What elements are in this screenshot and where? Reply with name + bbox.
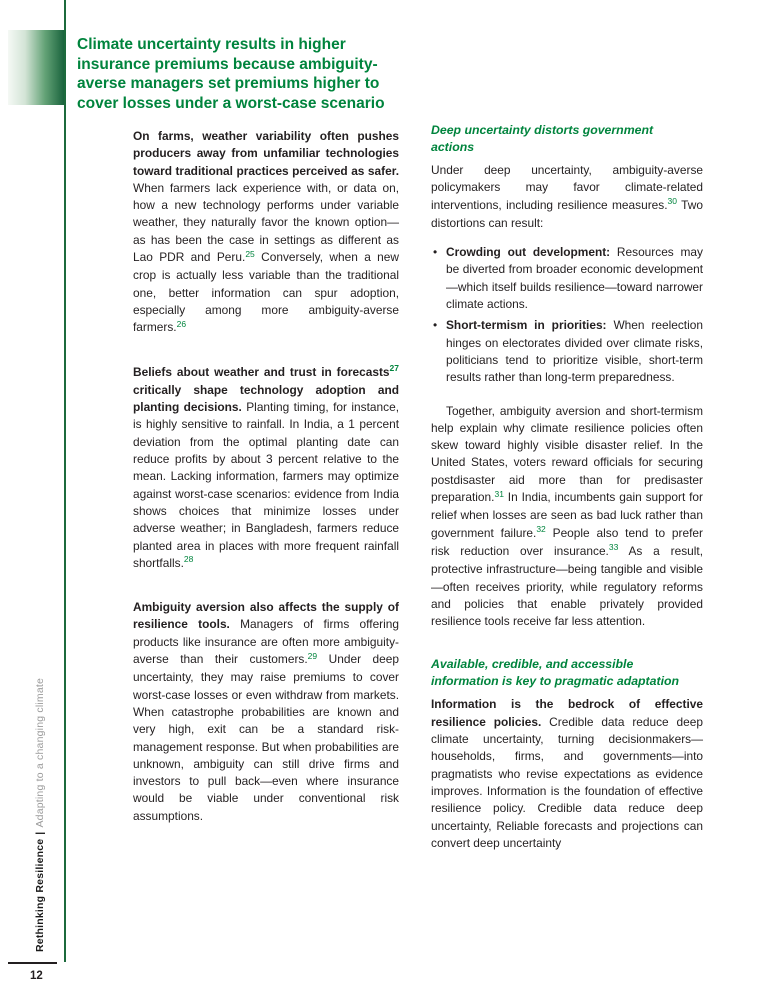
bullet-text: Crowding out development: Resources may be diverted from broader economic development—which itself builds resilience—toward narrower climate actions. [446, 245, 707, 312]
paragraph: Beliefs about weather and trust in forecasts$^{27}$ critically shape technology adoption and planting decisions. Planting timing, for instance, is highly sensitive to rainfall. In India, a 1 percent deviation from the optimal planting date can reduce profits by about 3 percent relative to the mean. Lacking information, farmers may optimize against worst-case scenarios: evidence from India shows choices that minimize losses under adverse weather; in Bangladesh, farmers reduce planted area in places with more frequent rainfall shortfalls.$^{28}$ [133, 363, 403, 570]
sidebar-separator: | [34, 831, 46, 835]
bullet-item [431, 317, 707, 386]
page-title [77, 35, 447, 113]
paragraph: Information is the bedrock of effective resilience policies. Credible data reduce deep climate uncertainty, turning decisionmakers—households, firms, and governments—into pragmatists who revise expectations as evidence improves. Information is the foundation of effective resilience policy. Credible data reduce deep uncertainty, Reliable forecasts and projections can convert deep uncertainty [431, 697, 707, 850]
section-deep-uncertainty [431, 122, 707, 630]
sidebar-chapter-title: Adapting to a changing climate [34, 677, 46, 828]
section-heading-line: Available, credible, and accessible [431, 657, 634, 672]
right-column [431, 122, 707, 852]
page-title-line: insurance premiums because ambiguity- [77, 55, 378, 73]
page-title-line: cover losses under a worst-case scenario [77, 94, 385, 112]
section-information [431, 656, 707, 852]
section-heading-line: actions [431, 139, 475, 154]
bullet-text: Short-termism in priorities: When reelection hinges on electorates divided over climate risks, politicians tend to prioritize visible, short-term results rather than long-term preparedness. [446, 318, 707, 385]
left-column [133, 128, 403, 825]
page-title-line: Climate uncertainty results in higher [77, 36, 346, 53]
green-gradient-block [8, 30, 65, 105]
paragraph: Together, ambiguity aversion and short-termism help explain why climate resilience policies often skew toward highly visible disaster relief. In the United States, voters reward officials for securing postdisaster aid more than for predisaster preparation.$^{31}$ In India, incumbents gain support for relief when losses are seen as bad luck rather than government failure.$^{32}$ People also tend to prefer risk reduction over insurance.$^{33}$ As a result, protective infrastructure—being tangible and visible—often receives priority, while regulatory reforms and policies that enable privately provided resilience tools receive far less attention. [431, 403, 707, 629]
section-heading-line: Deep uncertainty distorts government [431, 123, 654, 137]
paragraph: Ambiguity aversion also affects the supply of resilience tools. Managers of firms offering products like insurance are often more ambiguity-averse than their customers.$^{29}$ Under deep uncertainty, they may raise premiums to cover worst-case losses or even withdraw from markets. When catastrophe probabilities are known and very high, exit can be a standard risk-management response. But when probabilities are unknown, ambiguity can still drive firms and investors to pull back—even where insurance would be viable under conventional risk assumptions. [133, 600, 403, 823]
sidebar-vertical-title [34, 678, 46, 952]
bullet-list [431, 244, 707, 386]
paragraph: On farms, weather variability often pushes producers away from unfamiliar technologies toward traditional practices perceived as safer. When farmers lack experience with, or data on, how a new technology performs under variable weather, they naturally favor the known option—as has been the case in settings as different as Lao PDR and Peru.$^{25}$ Conversely, when a new crop is actually less variable than the traditional one, better information can spur adoption, especially among more ambiguity-averse farmers.$^{26}$ [133, 129, 403, 335]
section-heading [431, 656, 703, 689]
page-number: 12 [30, 970, 43, 982]
sidebar-report-title: Rethinking Resilience [34, 838, 46, 952]
section-heading-line: information is key to pragmatic adaptation [431, 673, 680, 688]
paragraph: Under deep uncertainty, ambiguity-averse policymakers may favor climate-related interventions, including resilience measures.$^{30}$ Two distortions can result: [431, 163, 707, 230]
bullet-marker: • [433, 318, 438, 333]
page-title-line: averse managers set premiums higher to [77, 75, 380, 92]
bullet-item [431, 244, 707, 313]
bullet-marker: • [433, 245, 438, 260]
footer-tick-rule [8, 962, 57, 964]
section-heading [431, 122, 703, 155]
left-vertical-rule [64, 0, 66, 962]
